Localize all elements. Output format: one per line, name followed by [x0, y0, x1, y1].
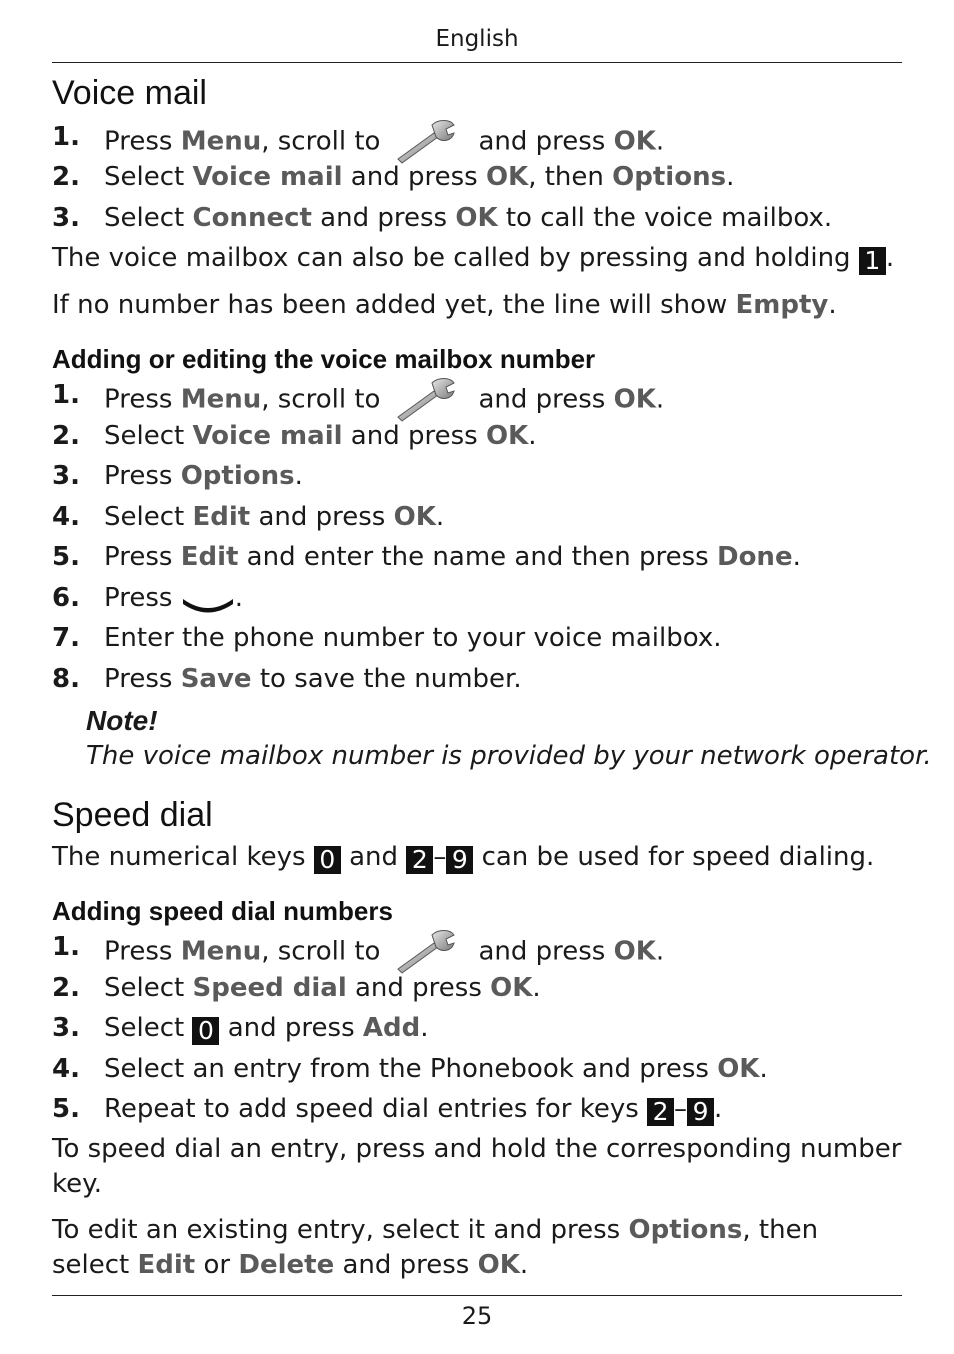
step-text: Press — [104, 542, 181, 572]
key-2-icon: 2 — [406, 846, 433, 874]
key-0-icon: 0 — [314, 846, 341, 874]
step-number: 3. — [52, 1013, 80, 1043]
step-number: 1. — [52, 932, 80, 962]
edit-key-label: Edit — [137, 1250, 196, 1280]
step-text: and press — [219, 1013, 363, 1043]
empty-label: Empty — [735, 290, 829, 320]
step-text: . — [435, 502, 445, 532]
step-text: to save the number. — [251, 664, 522, 694]
note-title: Note! — [86, 705, 158, 736]
ok-key-label: OK — [613, 384, 656, 415]
step-text: and press — [311, 203, 456, 233]
paragraph-text: If no number has been added yet, the line will show — [52, 290, 736, 320]
step-number: 4. — [52, 502, 80, 532]
step-text: , scroll to — [261, 384, 381, 415]
paragraph-text: . — [885, 243, 895, 273]
list-item — [52, 1091, 902, 1127]
list-item — [52, 929, 902, 965]
step-text: Press — [104, 384, 181, 415]
paragraph-text: To edit an existing entry, select it and press — [52, 1215, 629, 1245]
paragraph-text: and press — [334, 1250, 478, 1280]
step-number: 7. — [52, 623, 80, 653]
list-item — [52, 377, 902, 413]
range-dash: – — [433, 842, 447, 872]
step-text: Select an entry from the Phonebook and press — [104, 1054, 718, 1084]
step-text: Enter the phone number to your voice mailbox. — [104, 623, 722, 653]
ok-key-label: OK — [613, 126, 656, 157]
step-text: and press — [250, 502, 394, 532]
ok-key-label: OK — [490, 973, 533, 1003]
paragraph-text: The numerical keys — [52, 842, 314, 872]
step-text: Select — [104, 421, 193, 451]
step-text: . — [655, 384, 665, 415]
step-number: 6. — [52, 583, 80, 613]
step-number: 5. — [52, 1094, 80, 1124]
step-text: . — [532, 973, 541, 1003]
step-text: , scroll to — [261, 936, 381, 967]
step-number: 2. — [52, 421, 80, 451]
options-key-label: Options — [628, 1215, 743, 1245]
list-item — [52, 119, 902, 155]
step-number: 8. — [52, 664, 80, 694]
ok-key-label: OK — [613, 936, 656, 967]
step-text: . — [234, 583, 243, 613]
step-text: Select — [104, 203, 193, 233]
step-text: Press — [104, 126, 181, 157]
section-title-speed-dial: Speed dial — [52, 796, 213, 834]
step-text: Select — [104, 502, 193, 532]
list-item — [52, 159, 902, 195]
range-dash: – — [674, 1094, 688, 1124]
paragraph — [52, 839, 874, 875]
list-item — [52, 200, 902, 236]
step-number: 1. — [52, 380, 80, 410]
step-text: . — [726, 162, 735, 192]
step-number: 1. — [52, 122, 80, 152]
menu-item-label: Voice mail — [192, 162, 343, 192]
step-text: . — [714, 1094, 723, 1124]
options-key-label: Options — [612, 162, 727, 192]
list-item — [52, 1010, 902, 1046]
step-text: Select — [104, 973, 193, 1003]
step-text: and enter the name and then press — [238, 542, 717, 572]
paragraph — [52, 240, 894, 276]
list-item — [52, 539, 902, 575]
key-9-icon: 9 — [446, 846, 473, 874]
menu-item-label: Speed dial — [192, 973, 347, 1003]
step-text: , then — [528, 162, 613, 192]
wrench-icon — [394, 929, 458, 975]
step-text: Select — [104, 162, 193, 192]
step-number: 3. — [52, 203, 80, 233]
list-item — [52, 970, 902, 1006]
paragraph: To speed dial an entry, press and hold the corresponding number key. — [52, 1134, 902, 1199]
paragraph-text: . — [828, 290, 837, 320]
step-text: Press — [104, 936, 181, 967]
step-text: and press — [478, 936, 614, 967]
list-item — [52, 580, 902, 616]
list-item — [52, 620, 902, 656]
step-number: 3. — [52, 461, 80, 491]
step-text: . — [792, 542, 801, 572]
menu-item-label: Connect — [192, 203, 312, 233]
paragraph-text: can be used for speed dialing. — [473, 842, 875, 872]
section-title-voice-mail: Voice mail — [52, 74, 207, 112]
key-1-icon: 1 — [859, 247, 886, 275]
page-number: 25 — [461, 1302, 493, 1330]
ok-key-label: OK — [485, 421, 529, 451]
step-text: and press — [346, 973, 491, 1003]
menu-key-label: Menu — [180, 936, 262, 967]
edit-key-label: Edit — [192, 502, 251, 532]
paragraph-text: and — [340, 842, 407, 872]
step-number: 2. — [52, 162, 80, 192]
add-key-label: Add — [362, 1013, 421, 1043]
done-key-label: Done — [716, 542, 793, 572]
key-0-icon: 0 — [192, 1017, 219, 1045]
step-number: 5. — [52, 542, 80, 572]
step-text: and press — [342, 421, 486, 451]
step-text: and press — [342, 162, 486, 192]
paragraph-text: , then select — [52, 1215, 819, 1280]
chevron-down-icon — [181, 589, 235, 609]
ok-key-label: OK — [485, 162, 529, 192]
header-divider — [52, 62, 902, 63]
subsection-title-adding-speed-dial: Adding speed dial numbers — [52, 896, 393, 926]
ok-key-label: OK — [477, 1250, 520, 1280]
step-number: 2. — [52, 973, 80, 1003]
step-text: to call the voice mailbox. — [497, 203, 833, 233]
list-item — [52, 418, 902, 454]
list-item — [52, 1051, 902, 1087]
menu-key-label: Menu — [180, 126, 262, 157]
step-text: and press — [478, 126, 614, 157]
list-item — [52, 458, 902, 494]
save-key-label: Save — [180, 664, 252, 694]
paragraph — [52, 287, 837, 323]
wrench-icon — [394, 377, 458, 423]
paragraph-text: The voice mailbox can also be called by pressing and holding — [52, 243, 859, 273]
step-text: . — [420, 1013, 429, 1043]
delete-key-label: Delete — [238, 1250, 335, 1280]
list-item — [52, 499, 902, 535]
footer-divider — [52, 1295, 902, 1296]
step-number: 4. — [52, 1054, 80, 1084]
key-2-icon: 2 — [647, 1098, 674, 1126]
menu-item-label: Voice mail — [192, 421, 343, 451]
paragraph-text: . — [519, 1250, 529, 1280]
ok-key-label: OK — [455, 203, 498, 233]
step-text: Select — [104, 1013, 193, 1043]
note-text: The voice mailbox number is provided by your network operator. — [86, 741, 932, 771]
menu-key-label: Menu — [180, 384, 262, 415]
step-text: . — [655, 126, 665, 157]
options-key-label: Options — [180, 461, 295, 491]
step-text: Press — [104, 461, 181, 491]
list-item — [52, 661, 902, 697]
step-text: . — [759, 1054, 768, 1084]
step-text: . — [294, 461, 303, 491]
edit-key-label: Edit — [180, 542, 239, 572]
paragraph-text: or — [195, 1250, 239, 1280]
ok-key-label: OK — [717, 1054, 760, 1084]
key-9-icon: 9 — [687, 1098, 714, 1126]
step-text: Repeat to add speed dial entries for keys — [104, 1094, 648, 1124]
ok-key-label: OK — [393, 502, 436, 532]
step-text: Press — [104, 664, 181, 694]
step-text: . — [528, 421, 537, 451]
paragraph — [52, 1213, 902, 1283]
subsection-title-adding-editing: Adding or editing the voice mailbox number — [52, 344, 596, 374]
step-text: . — [655, 936, 665, 967]
step-text: , scroll to — [261, 126, 381, 157]
step-text: and press — [478, 384, 614, 415]
step-text: Press — [104, 583, 181, 613]
page-header-language: English — [435, 26, 519, 52]
